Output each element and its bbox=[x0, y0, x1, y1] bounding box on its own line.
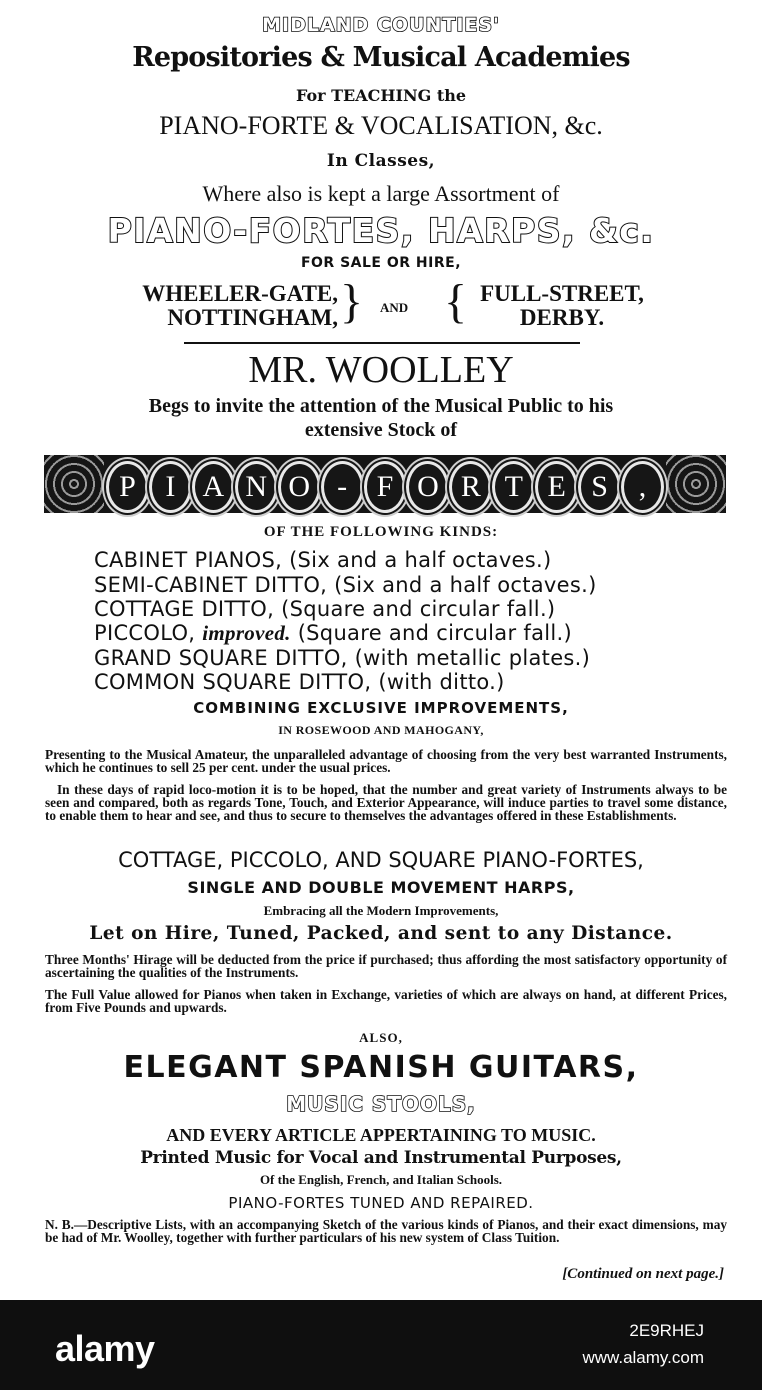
banner-letters bbox=[106, 461, 664, 513]
continued-note: [Continued on next page.] bbox=[562, 1266, 724, 1282]
banner-letter: E bbox=[535, 461, 578, 513]
kind-detail: (Square and circular fall.) bbox=[297, 621, 572, 645]
header-in-classes: In Classes, bbox=[326, 151, 436, 171]
combining-improvements: COMBINING EXCLUSIVE IMPROVEMENTS, bbox=[193, 699, 569, 717]
banner-letter: S bbox=[578, 461, 621, 513]
embracing-improvements: Embracing all the Modern Improvements, bbox=[263, 903, 499, 918]
banner-letter: R bbox=[449, 461, 492, 513]
kind-item bbox=[94, 648, 590, 669]
kind-item bbox=[94, 550, 552, 571]
kind-item bbox=[94, 599, 555, 620]
kind-name: GRAND SQUARE DITTO, bbox=[94, 646, 348, 670]
address-wheeler-gate: WHEELER-GATE, bbox=[142, 281, 338, 306]
hire-tuned-packed: Let on Hire, Tuned, Packed, and sent to any Distance. bbox=[89, 923, 673, 944]
alamy-site: www.alamy.com bbox=[582, 1348, 704, 1367]
alamy-logo: alamy bbox=[55, 1328, 155, 1369]
brace-right: { bbox=[444, 275, 468, 328]
banner-letter: O bbox=[406, 461, 449, 513]
printed-music: Printed Music for Vocal and Instrumental Purposes, bbox=[140, 1148, 622, 1168]
banner-letter: A bbox=[192, 461, 235, 513]
address-block bbox=[0, 275, 762, 332]
invite-line-2: extensive Stock of bbox=[304, 419, 458, 441]
address-full-street: FULL-STREET, bbox=[480, 281, 644, 306]
music-stools: MUSIC STOOLS, bbox=[286, 1092, 476, 1116]
harps-line: SINGLE AND DOUBLE MOVEMENT HARPS, bbox=[187, 878, 575, 897]
kind-detail: (with ditto.) bbox=[378, 670, 505, 694]
kind-name: COMMON SQUARE DITTO, bbox=[94, 670, 372, 694]
invite-line-1: Begs to invite the attention of the Musical Public to his bbox=[148, 395, 614, 417]
tuned-and-repaired: PIANO-FORTES TUNED AND REPAIRED. bbox=[228, 1194, 534, 1212]
rosewood-mahogany: IN ROSEWOOD AND MAHOGANY, bbox=[278, 723, 484, 737]
kind-detail: (Six and a half octaves.) bbox=[334, 573, 597, 597]
kind-item bbox=[94, 672, 505, 693]
header-midland-counties: MIDLAND COUNTIES' bbox=[262, 14, 500, 36]
banner-letter: O bbox=[278, 461, 321, 513]
address-derby-town: DERBY. bbox=[519, 305, 605, 330]
kind-item bbox=[94, 623, 572, 644]
image-id: 2E9RHEJ bbox=[629, 1321, 704, 1340]
banner-ornament-right bbox=[666, 455, 726, 513]
banner-letter: N bbox=[235, 461, 278, 513]
header-for-teaching: For TEACHING the bbox=[295, 86, 467, 105]
banner-ornament-left bbox=[44, 455, 104, 513]
kind-name: COTTAGE DITTO, bbox=[94, 597, 275, 621]
header-assortment: Where also is kept a large Assortment of bbox=[202, 181, 560, 206]
banner-letter: T bbox=[492, 461, 535, 513]
banner-letter: - bbox=[321, 461, 364, 513]
paragraph-presenting: Presenting to the Musical Amateur, the unparalleled advantage of choosing from the very best warranted Instruments, which he continues to sell 25 per cent. under the usual prices. bbox=[45, 747, 727, 775]
header-piano-fortes-harps: PIANO-FORTES, HARPS, &c. bbox=[107, 211, 655, 250]
brace-left: } bbox=[340, 275, 364, 328]
banner-letter: I bbox=[149, 461, 192, 513]
paragraph-nb: N. B.—Descriptive Lists, with an accompanying Sketch of the various kinds of Pianos, and their exact dimensions, may be had of Mr. Woolley, together with further particulars of his new system of Class Tuition. bbox=[45, 1217, 727, 1245]
cottage-piccolo-square: COTTAGE, PICCOLO, AND SQUARE PIANO-FORTES, bbox=[118, 848, 644, 872]
kinds-heading: OF THE FOLLOWING KINDS: bbox=[263, 524, 499, 540]
divider-rule bbox=[184, 342, 580, 344]
also-label: ALSO, bbox=[359, 1030, 403, 1045]
piano-fortes-banner bbox=[44, 455, 726, 513]
header-for-sale-or-hire: FOR SALE OR HIRE, bbox=[300, 255, 462, 271]
paragraph-loco-motion: In these days of rapid loco-motion it is to be hoped, that the number and great variety of Instruments always to be seen and compared, both as regards Tone, Touch, and Exterior Appearance, will induce parties to travel some distance, to enable them to hear and see, and thus to secure to themselves the advantages offered in these Establishments. bbox=[45, 782, 727, 823]
kind-name: PICCOLO, bbox=[94, 621, 196, 645]
schools-line: Of the English, French, and Italian Schools. bbox=[259, 1172, 503, 1187]
kind-name: SEMI-CABINET DITTO, bbox=[94, 573, 328, 597]
paragraph-three-months: Three Months' Hirage will be deducted from the price if purchased; thus affording the most satisfactory opportunity of ascertaining the qualities of the Instruments. bbox=[45, 952, 727, 980]
kind-italic-note: improved. bbox=[202, 621, 291, 645]
watermark-footer bbox=[0, 1300, 762, 1390]
kind-detail: (Square and circular fall.) bbox=[281, 597, 556, 621]
kind-name: CABINET PIANOS, bbox=[94, 548, 283, 572]
header-piano-forte-vocalisation: PIANO-FORTE & VOCALISATION, &c. bbox=[159, 111, 603, 140]
banner-letter: , bbox=[621, 461, 664, 513]
spanish-guitars: ELEGANT SPANISH GUITARS, bbox=[123, 1050, 639, 1085]
address-nottingham bbox=[110, 282, 338, 330]
header-repositories: Repositories & Musical Academies bbox=[132, 42, 630, 73]
every-article: AND EVERY ARTICLE APPERTAINING TO MUSIC. bbox=[166, 1125, 596, 1145]
address-nottingham-town: NOTTINGHAM, bbox=[167, 305, 338, 330]
paragraph-full-value: The Full Value allowed for Pianos when taken in Exchange, varieties of which are always on hand, at different Prices, from Five Pounds and upwards. bbox=[45, 987, 727, 1015]
kind-detail: (with metallic plates.) bbox=[354, 646, 591, 670]
kind-item bbox=[94, 575, 597, 596]
mr-woolley-title: MR. WOOLLEY bbox=[248, 349, 514, 391]
address-and: AND bbox=[380, 300, 409, 315]
kind-detail: (Six and a half octaves.) bbox=[289, 548, 552, 572]
banner-letter: P bbox=[106, 461, 149, 513]
banner-letter: F bbox=[364, 461, 407, 513]
address-derby bbox=[463, 282, 661, 330]
